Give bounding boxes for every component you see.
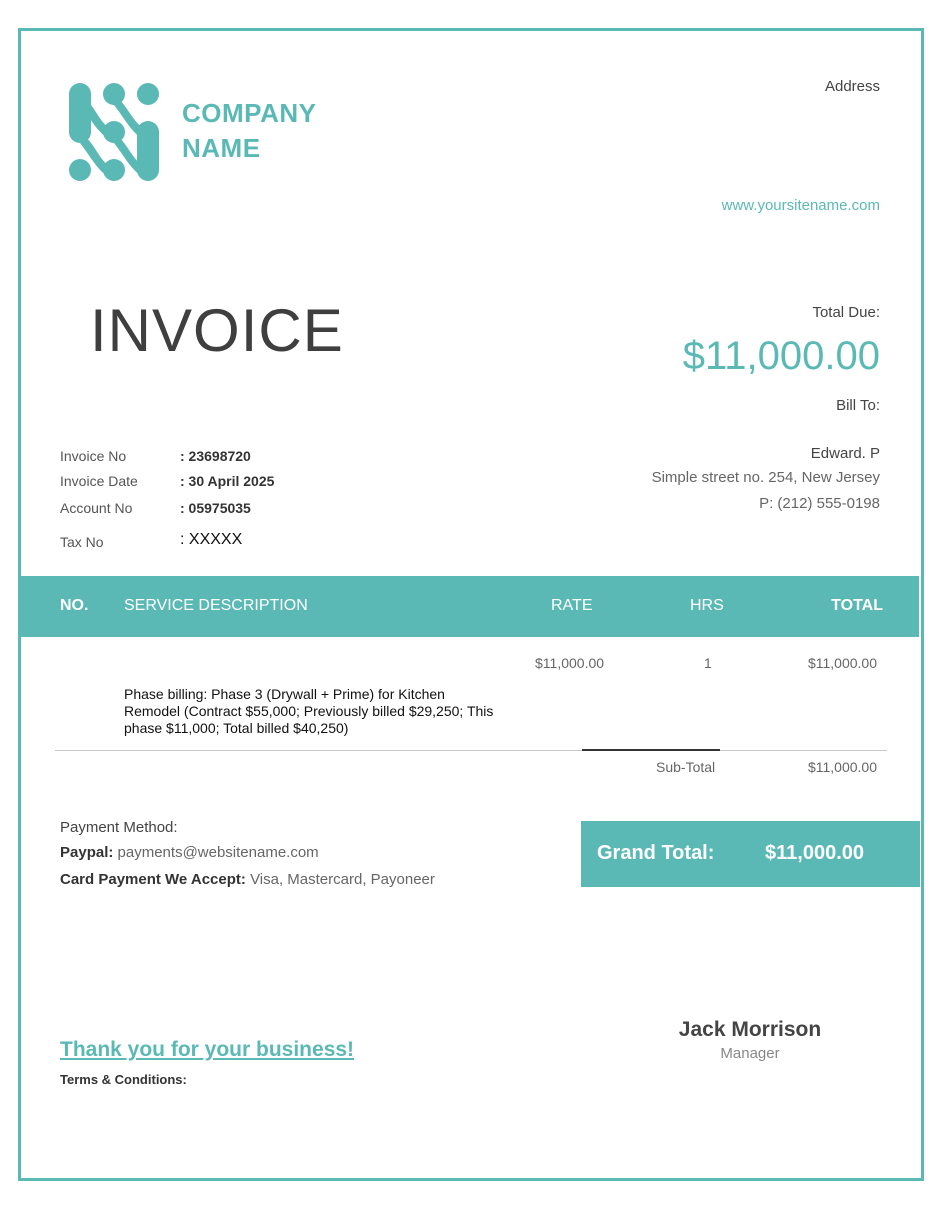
header-no: NO. [60,597,89,614]
thank-you-message: Thank you for your business! [60,1038,355,1061]
invoice-title: INVOICE [90,297,344,364]
account-no-value: : 05975035 [180,500,251,516]
table-header [21,576,919,637]
invoice-no-value: : 23698720 [180,448,251,464]
payment-method-title: Payment Method: [60,819,178,836]
subtotal-label: Sub-Total [656,759,716,775]
header-rate: RATE [551,597,593,614]
row-description: Phase billing: Phase 3 (Drywall + Prime) for Kitchen Remodel (Contract $55,000; Previously billed $29,250; This phase $11,000; Total billed $40,250) [124,686,494,736]
grand-total-label: Grand Total: [597,842,715,864]
row-rate: $11,000.00 [535,655,605,671]
card-payment-value: Visa, Mastercard, Payoneer [250,871,435,888]
grand-total-box [581,821,920,887]
header-description: SERVICE DESCRIPTION [124,597,308,614]
table-divider [55,750,887,751]
header-total: TOTAL [831,597,883,614]
card-payment-label: Card Payment We Accept: [60,871,246,888]
total-due-value: $11,000.00 [682,334,880,378]
company-name-line2: NAME [182,133,261,163]
account-no-label: Account No [60,500,133,516]
company-address: Address [824,78,880,95]
paypal-line [60,844,319,861]
header-hrs: HRS [690,597,724,614]
tax-no-value: : XXXXX [180,531,243,548]
row-total: $11,000.00 [807,655,877,671]
subtotal-divider [582,749,720,751]
invoice-date-value: : 30 April 2025 [180,473,275,489]
row-hrs: 1 [704,655,712,671]
company-name [182,96,316,166]
bill-to-phone: P: (212) 555-0198 [759,495,880,512]
grand-total-value: $11,000.00 [765,842,864,864]
invoice-no-label: Invoice No [60,448,127,464]
bill-to-street: Simple street no. 254, New Jersey [651,469,880,486]
signer-role: Manager [720,1045,780,1062]
tax-no-label: Tax No [60,534,104,550]
company-name-line1: COMPANY [182,98,317,128]
paypal-label: Paypal: [60,844,114,861]
paypal-value: payments@websitename.com [117,844,319,861]
signer-name: Jack Morrison [678,1018,822,1041]
bill-to-label: Bill To: [836,397,880,414]
subtotal-value: $11,000.00 [807,759,877,775]
total-due-label: Total Due: [812,304,880,321]
bill-to-name: Edward. P [810,445,880,462]
company-logo-icon [68,80,162,184]
terms-conditions: Terms & Conditions: [60,1072,187,1087]
invoice-date-label: Invoice Date [60,473,138,489]
card-payment-line [60,871,435,888]
company-website[interactable]: www.yoursitename.com [721,197,880,214]
